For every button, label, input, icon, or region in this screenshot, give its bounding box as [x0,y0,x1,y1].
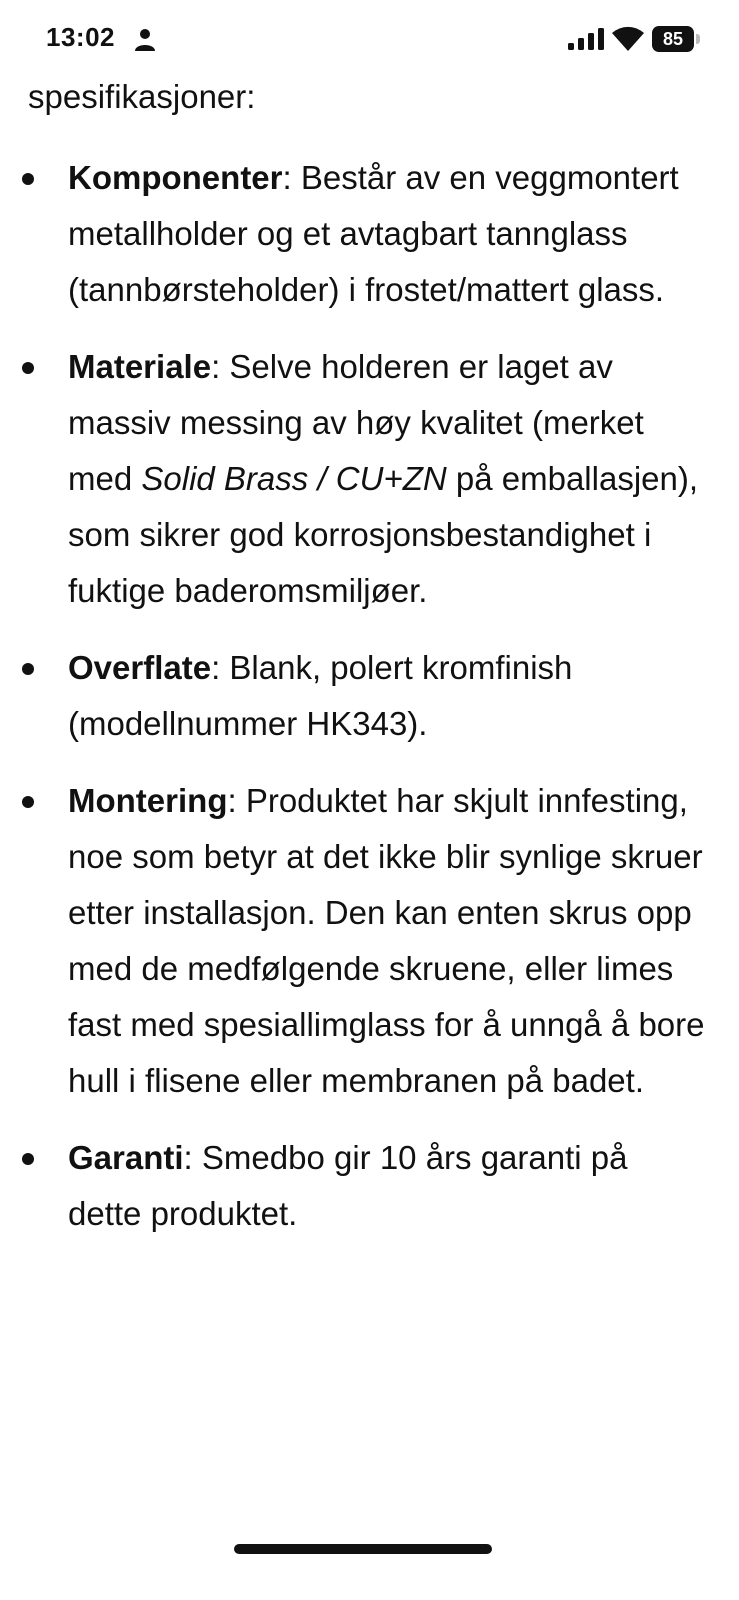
battery-cap [696,34,700,44]
spec-term: Materiale [68,348,212,385]
status-bar [0,0,739,80]
cellular-signal-icon [568,28,604,50]
spec-emphasis: Solid Brass / CU+ZN [141,460,447,497]
person-icon [134,28,156,52]
bullet-icon [22,663,34,675]
bullet-icon [22,362,34,374]
wifi-icon [612,25,644,51]
spec-list [0,150,739,1263]
spec-text: Selve holderen er laget av massiv messing av høy kvalitet (merket med [68,348,644,497]
spec-term: Komponenter [68,159,283,196]
spec-text: Smedbo gir 10 års garanti på dette produktet. [68,1139,628,1232]
spec-item-garanti [0,1130,739,1242]
status-time: 13:02 [46,22,115,52]
spec-separator: : [211,348,230,385]
spec-text: Produktet har skjult innfesting, noe som betyr at det ikke blir synlige skruer etter installasjon. Den kan enten skrus opp med de medfølgende skruene, eller limes fast med spesiallimglass for å unngå å bore hull i flisene eller membranen på badet. [68,782,705,1099]
battery-level: 85 [652,26,694,52]
bullet-icon [22,1153,34,1165]
spec-item-overflate [0,640,739,752]
bullet-icon [22,173,34,185]
spec-term: Overflate [68,649,212,686]
spec-separator: : [211,649,230,686]
spec-item-komponenter [0,150,739,318]
bullet-icon [22,796,34,808]
spec-term: Montering [68,782,228,819]
intro-text: spesifikasjoner: [28,78,256,115]
spec-separator: : [183,1139,202,1176]
spec-content [0,72,739,1520]
spec-separator: : [227,782,246,819]
spec-item-montering [0,773,739,1109]
spec-text: Blank, polert kromfinish (modellnummer HK343). [68,649,573,742]
spec-separator: : [282,159,301,196]
spec-text: Består av en veggmontert metallholder og et avtagbart tannglass (tannbørsteholder) i frostet/mattert glass. [68,159,679,308]
battery-icon [652,26,702,52]
spec-term: Garanti [68,1139,184,1176]
home-indicator[interactable] [234,1544,492,1554]
spec-item-materiale [0,339,739,619]
spec-text-after: på emballasjen), som sikrer god korrosjonsbestandighet i fuktige baderomsmiljøer. [68,460,699,609]
